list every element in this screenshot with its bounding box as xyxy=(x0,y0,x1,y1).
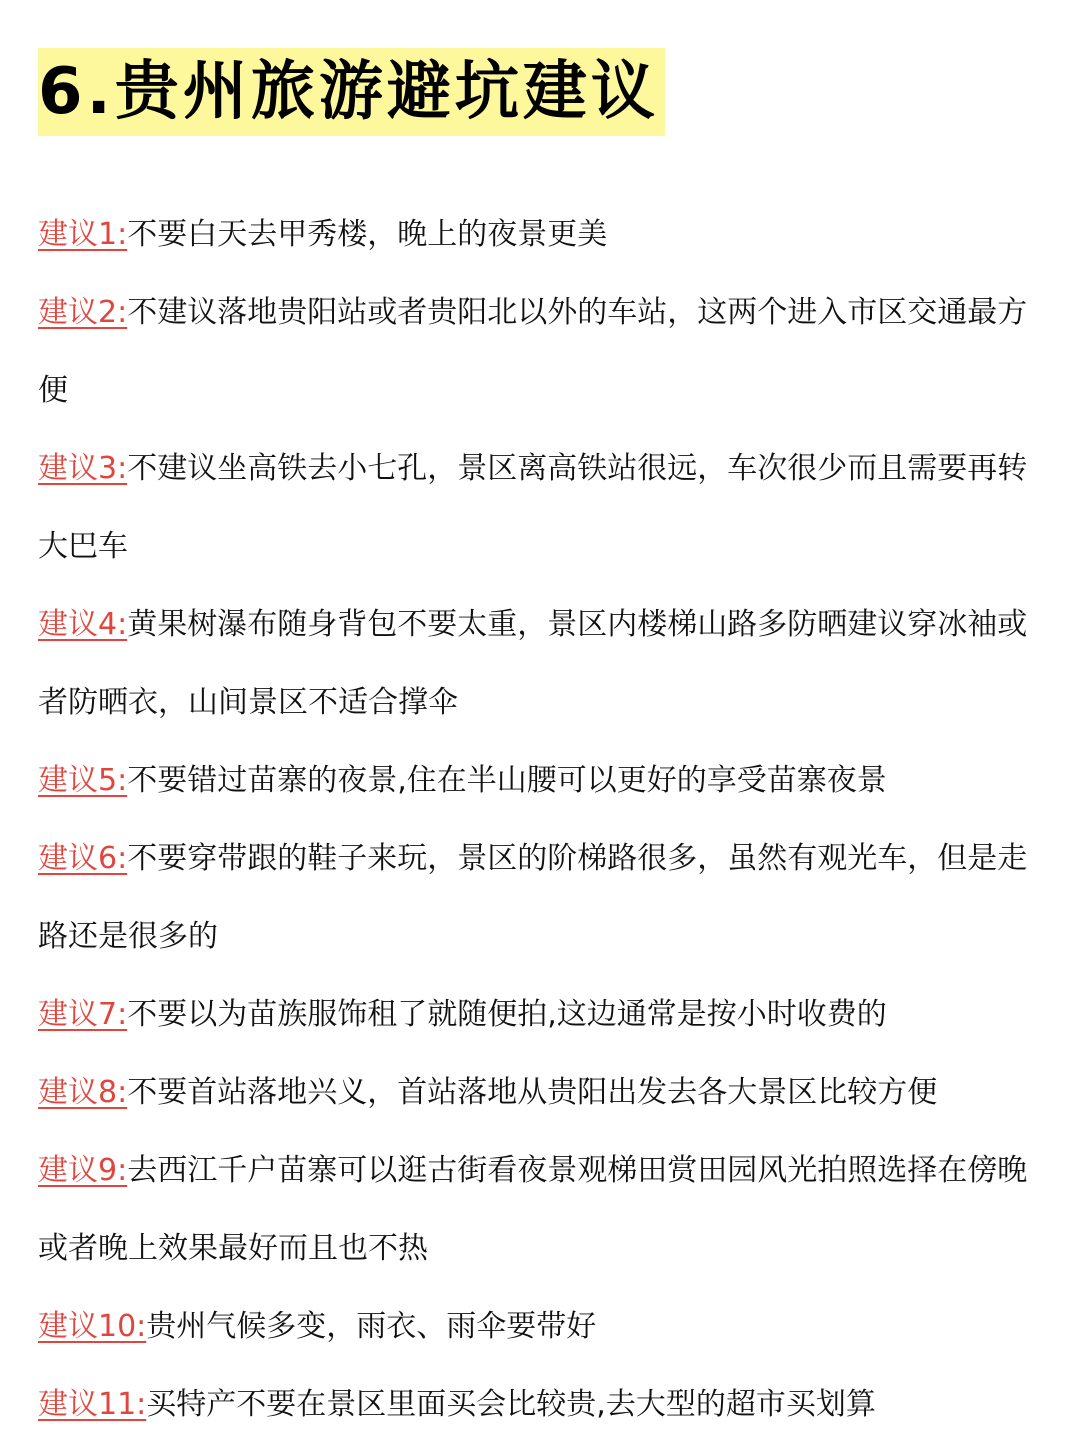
tip-item-8 xyxy=(38,1054,1042,1132)
tip-text: 不要首站落地兴义，首站落地从贵阳出发去各大景区比较方便 xyxy=(127,1075,938,1110)
tip-label: 建议6: xyxy=(38,841,128,876)
tip-text: 去西江千户苗寨可以逛古街看夜景观梯田赏田园风光拍照选择在傍晚或者晚上效果最好而且也不热 xyxy=(38,1153,1028,1266)
tip-label: 建议11: xyxy=(38,1387,147,1422)
title-highlight xyxy=(38,48,665,136)
tip-item-11 xyxy=(38,1366,1042,1444)
tip-label: 建议10: xyxy=(38,1309,147,1344)
tip-item-3 xyxy=(38,430,1042,586)
tip-text: 买特产不要在景区里面买会比较贵,去大型的超市买划算 xyxy=(146,1387,876,1422)
tip-label: 建议9: xyxy=(38,1153,128,1188)
tip-item-7 xyxy=(38,976,1042,1054)
page-title: 6.贵州旅游避坑建议 xyxy=(38,55,659,129)
tip-text: 不建议坐高铁去小七孔，景区离高铁站很远，车次很少而且需要再转大巴车 xyxy=(38,451,1028,564)
tip-text: 不要以为苗族服饰租了就随便拍,这边通常是按小时收费的 xyxy=(127,997,887,1032)
tip-text: 不建议落地贵阳站或者贵阳北以外的车站，这两个进入市区交通最方便 xyxy=(38,295,1028,408)
tip-text: 不要白天去甲秀楼，晚上的夜景更美 xyxy=(127,217,608,252)
tip-item-4 xyxy=(38,586,1042,742)
tips-list xyxy=(38,196,1042,1444)
tip-item-6 xyxy=(38,820,1042,976)
tip-item-9 xyxy=(38,1132,1042,1288)
tip-label: 建议1: xyxy=(38,217,128,252)
tip-item-1 xyxy=(38,196,1042,274)
tip-label: 建议3: xyxy=(38,451,128,486)
tip-item-2 xyxy=(38,274,1042,430)
tip-text: 不要错过苗寨的夜景,住在半山腰可以更好的享受苗寨夜景 xyxy=(127,763,887,798)
tip-text: 不要穿带跟的鞋子来玩，景区的阶梯路很多，虽然有观光车，但是走路还是很多的 xyxy=(38,841,1028,954)
tip-text: 贵州气候多变，雨衣、雨伞要带好 xyxy=(146,1309,597,1344)
tip-label: 建议2: xyxy=(38,295,128,330)
tip-label: 建议5: xyxy=(38,763,128,798)
tip-label: 建议4: xyxy=(38,607,128,642)
tip-label: 建议8: xyxy=(38,1075,128,1110)
tip-item-5 xyxy=(38,742,1042,820)
tip-text: 黄果树瀑布随身背包不要太重，景区内楼梯山路多防晒建议穿冰袖或者防晒衣，山间景区不适合撑伞 xyxy=(38,607,1028,720)
tip-label: 建议7: xyxy=(38,997,128,1032)
tip-item-10 xyxy=(38,1288,1042,1366)
